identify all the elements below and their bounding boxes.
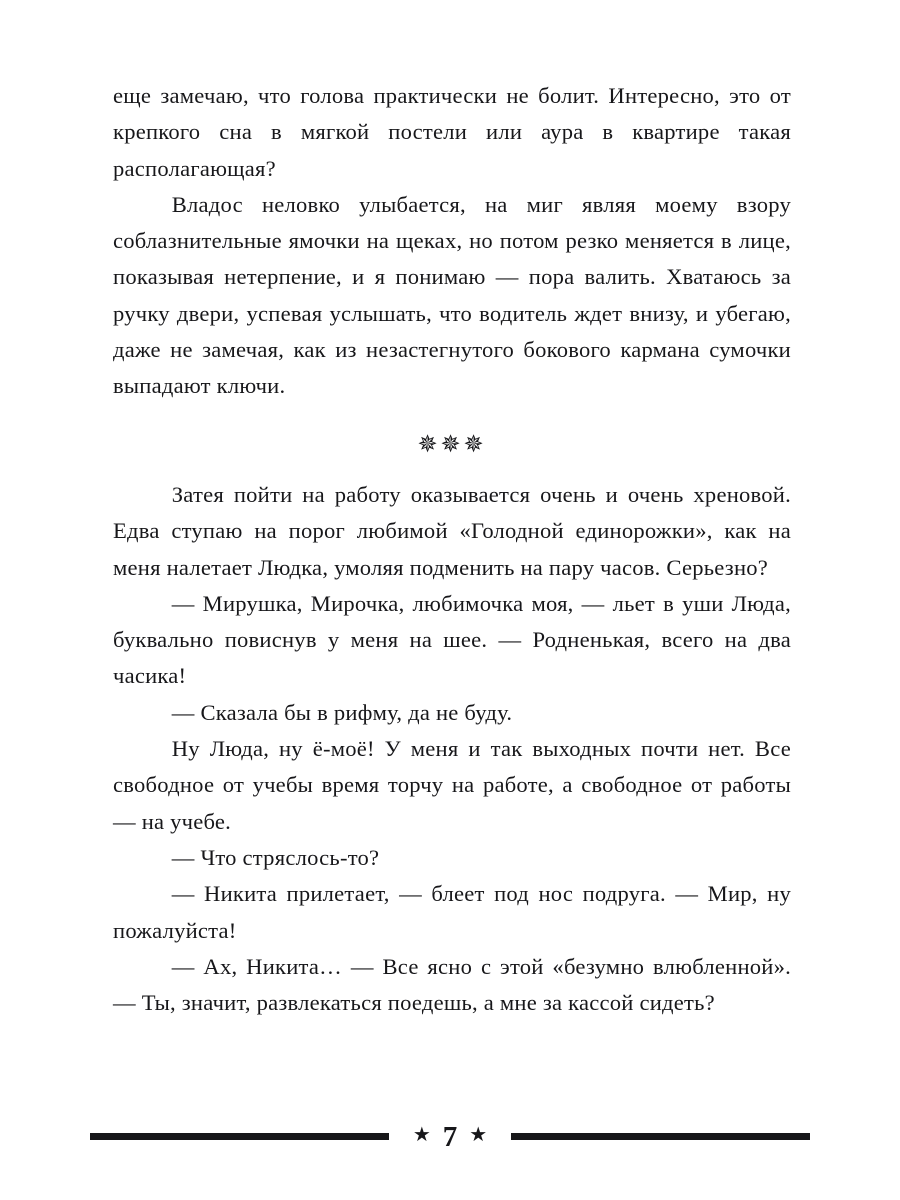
footer-rule-right xyxy=(511,1133,810,1140)
star-icon: ★ xyxy=(412,1124,431,1146)
paragraph: — Никита прилетает, — блеет под нос подруга. — Мир, ну пожалуйста! xyxy=(113,881,791,943)
footer-rule-left xyxy=(90,1133,389,1140)
paragraph: — Мирушка, Мирочка, любимочка моя, — льет в уши Люда, буквально повиснув у меня на шее. — Родненькая, всего на два часика! xyxy=(113,590,791,689)
paragraph: — Сказала бы в рифму, да не буду. xyxy=(171,699,513,725)
star-icon: ★ xyxy=(469,1124,488,1146)
section-divider: ✵✵✵ xyxy=(417,431,487,458)
page-number: 7 xyxy=(442,1120,458,1153)
paragraph: Ну Люда, ну ё-моё! У меня и так выходных почти нет. Все свободное от учебы время торчу на работе, а свободное от работы — на учебе. xyxy=(113,736,791,834)
paragraph: Затея пойти на работу оказывается очень и очень хреновой. Едва ступаю на порог любимой «Голодной единорожки», как на меня налетает Людка, умоляя подменить на пару часов. Серьезно? xyxy=(113,481,791,580)
footer-ornament xyxy=(90,1116,810,1156)
page-text-column xyxy=(113,78,791,1021)
paragraph: еще замечаю, что голова практически не болит. Интересно, это от крепкого сна в мягкой постели или аура в квартире такая располагающая? xyxy=(113,83,791,181)
paragraph: Владос неловко улыбается, на миг являя моему взору соблазнительные ямочки на щеках, но потом резко меняется в лице, показывая нетерпение, и я понимаю — пора валить. Хватаюсь за ручку двери, успевая услышать, что водитель ждет внизу, и убегаю, даже не замечая, как из незастегнутого бокового кармана сумочки выпадают ключи. xyxy=(113,191,791,399)
paragraph: — Ах, Никита… — Все ясно с этой «безумно влюбленной». — Ты, значит, развлекаться поедешь, а мне за кассой сидеть? xyxy=(113,953,791,1016)
paragraph: — Что стряслось-то? xyxy=(171,844,380,870)
page-footer xyxy=(0,1116,900,1156)
